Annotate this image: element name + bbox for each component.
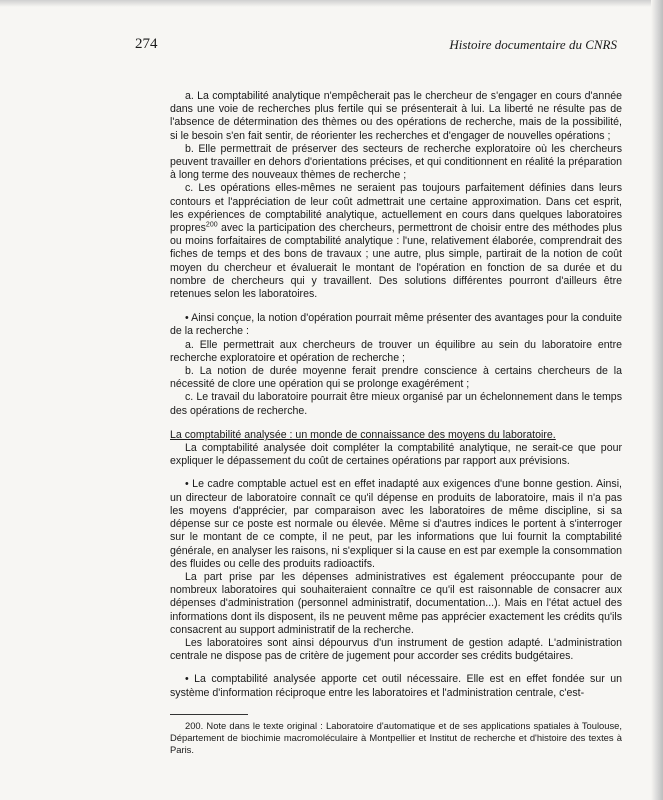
section-title: La comptabilité analysée : un monde de connaissance des moyens du laboratoire. — [170, 428, 556, 441]
page-body — [170, 90, 622, 756]
paragraph-c1 — [170, 182, 622, 301]
page-header — [135, 36, 617, 58]
paragraph-labs: Les laboratoires sont ainsi dépourvus d'un instrument de gestion adapté. L'administration centrale ne dispose pas de critère de jugement pour accorder ses crédits budgétaires. — [170, 636, 622, 663]
paragraph-a1: a. La comptabilité analytique n'empêcherait pas le chercheur de s'engager en cours d'année dans une voie de recherches plus fertile qui se présenterait à lui. La liberté ne résulte pas de l'absence de détermination des thèmes ou des opérations de recherche, mais de la possibilité, si le besoin s'en fait sentir, de réorienter les recherches et d'engager de nouvelles opérations ; — [170, 90, 622, 142]
paragraph-bullet-1: • Ainsi conçue, la notion d'opération pourrait même présenter des avantages pour la conduite de la recherche : — [170, 312, 622, 338]
footnote-ref-200: 200 — [205, 221, 218, 229]
paragraph-c2: c. Le travail du laboratoire pourrait être mieux organisé par un échelonnement dans le temps des opérations de recherche. — [170, 391, 622, 417]
footnote-200: 200. Note dans le texte original : Laboratoire d'automatique et de ses applications spatiales à Toulouse, Département de biochimie macromoléculaire à Montpellier et Institut de recherche et d'histoire des textes à Paris. — [170, 719, 622, 755]
paragraph-a2: a. Elle permettrait aux chercheurs de trouver un équilibre au sein du laboratoire entre recherche exploratoire et opération de recherche ; — [170, 338, 622, 364]
paragraph-bullet-3: • La comptabilité analysée apporte cet outil nécessaire. Elle est en effet fondée sur un système d'information réciproque entre les laboratoires et l'administration centrale, c'est- — [170, 673, 622, 699]
paragraph-c1-text-cont: avec la participation des chercheurs, permettront de choisir entre des méthodes plus ou moins forfaitaires de comptabilité analytique : l'une, relativement élaborée, comprendrait des fiches de temps et des bons de travaux ; une autre, plus simple, partirait de la notion de coût moyen du chercheur et évaluerait le montant de l'opération en fonction de sa durée et du nombre de chercheurs qui y travaillent. Des solutions différentes pourront d'ailleurs être retenues selon les laboratoires. — [170, 222, 622, 301]
paragraph-b1: b. Elle permettrait de préserver des secteurs de recherche exploratoire où les chercheurs peuvent travailler en dehors d'orientations précises, et qui conditionnent en réalité la préparation à long terme des nouveaux thèmes de recherche ; — [170, 142, 622, 182]
page-number: 274 — [135, 36, 158, 52]
scan-edge-right — [651, 0, 663, 800]
scan-edge-top — [0, 0, 663, 7]
paragraph-c1-text: c. Les opérations elles-mêmes ne seraient pas toujours parfaitement définies dans leurs contours et l'appréciation de leur coût admettrait une certaine approximation. Dans cet esprit, les expériences de comptabilité analytique, actuellement en cours dans quelques laboratoires propres — [170, 182, 622, 235]
paragraph-intro: La comptabilité analysée doit compléter la comptabilité analytique, ne serait-ce que pour expliquer le dépassement du coût de certaines opérations par rapport aux prévisions. — [170, 442, 622, 468]
running-head: Histoire documentaire du CNRS — [449, 37, 617, 52]
paragraph-admin: La part prise par les dépenses administratives est également préoccupante pour de nombreux laboratoires qui souhaiteraient connaître ce qu'il est raisonnable de consacrer aux dépenses d'administration (personnel administratif, documentation...). Mais en l'état actuel des informations dont ils disposent, ils ne peuvent même pas apprécier exactement les crédits qu'ils consacrent au support administratif de la recherche. — [170, 570, 622, 636]
footnote-rule — [170, 714, 248, 715]
paragraph-bullet-2: • Le cadre comptable actuel est en effet inadapté aux exigences d'une bonne gestion. Ainsi, un directeur de laboratoire connaît ce qu'il dépense en produits de laboratoire, mais il n'a pas les moyens d'apprécier, par comparaison avec les laboratoires de même discipline, si sa dépense sur ce poste est normale ou élevée. Même si d'autres indices le portent à s'interroger sur le montant de ce compte, il ne peut, par les informations que lui fournit la comptabilité générale, en analyser les raisons, ni s'expliquer si la cause en est par exemple la consommation des fluides ou celle des produits radioactifs. — [170, 478, 622, 570]
paragraph-b2: b. La notion de durée moyenne ferait prendre conscience à certains chercheurs de la nécessité de clore une opération qui se prolonge exagérément ; — [170, 365, 622, 391]
